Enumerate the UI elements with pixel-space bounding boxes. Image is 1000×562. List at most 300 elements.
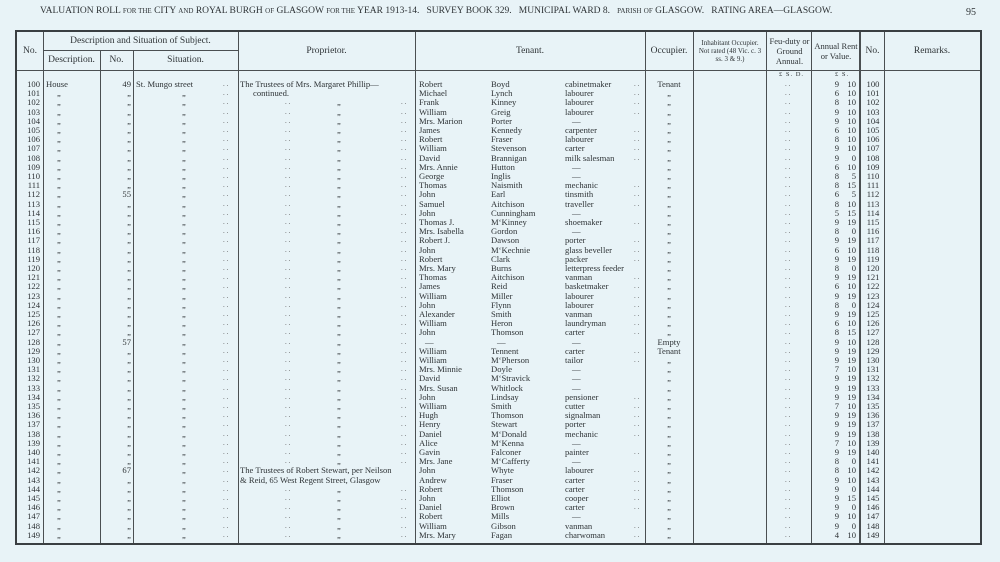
proprietor-leader: . .	[285, 208, 291, 217]
proprietor-ditto: „	[337, 97, 341, 108]
occupation-leader: . .	[634, 402, 640, 410]
title-part: PARISH	[617, 7, 642, 15]
proprietor-leader: . .	[285, 420, 291, 429]
rent-shillings: 19	[847, 272, 856, 283]
proprietor-leader: . .	[401, 144, 407, 153]
tenant-surname: —	[497, 336, 506, 347]
feu-duty-leader: . .	[785, 89, 791, 98]
situation: „	[182, 217, 186, 227]
proprietor proprietor-long: The Trustees of Mrs. Margaret Phillip—	[240, 79, 379, 89]
header-inhabitant-occupier: Inhabitant Occupier. Not rated (48 Vic. c. 3 ss. 3 & 9.)	[698, 39, 762, 63]
feu-duty-leader: . .	[785, 126, 791, 134]
tenant-surname: Stewart	[491, 419, 518, 430]
tenant-first-name: James	[419, 281, 441, 292]
proprietor-ditto: „	[337, 327, 341, 338]
proprietor-leader: . .	[285, 172, 291, 180]
rent-pounds: 4	[834, 529, 839, 540]
tenant-first-name: William	[419, 355, 447, 365]
description: „	[57, 235, 61, 246]
proprietor proprietor-long: The Trustees of Robert Stewart, per Neilson	[240, 465, 392, 476]
proprietor-leader: . .	[285, 107, 291, 116]
entry-number-right: 118	[866, 244, 880, 255]
tenant-occupation: labourer	[565, 106, 594, 117]
feu-duty-leader: . .	[785, 300, 791, 309]
description: „	[57, 364, 61, 375]
rent-pounds: 8	[834, 180, 839, 191]
description: „	[57, 382, 61, 393]
street-number: „	[127, 373, 131, 384]
entry-number: 131	[27, 364, 40, 375]
description: „	[57, 180, 61, 191]
rent-shillings: 19	[847, 373, 856, 384]
entry-number: 104	[27, 115, 40, 126]
entry-number: 134	[27, 391, 40, 402]
proprietor-leader: . .	[401, 374, 407, 383]
description: „	[57, 281, 61, 292]
situation: „	[182, 502, 186, 513]
situation: „	[182, 520, 186, 531]
proprietor-ditto: „	[337, 299, 341, 310]
proprietor-leader: . .	[401, 107, 407, 116]
description: „	[57, 318, 61, 329]
situation-leader: . .	[223, 328, 229, 337]
entry-number-right: 131	[866, 364, 880, 375]
entry-number-right: 135	[866, 401, 880, 411]
proprietor-leader: . .	[285, 512, 291, 521]
entry-number-right: 112	[866, 189, 880, 200]
occupier: „	[667, 456, 671, 467]
proprietor-leader: . .	[401, 457, 407, 466]
rent-pounds: 8	[834, 134, 839, 145]
tenant-occupation: carter	[565, 327, 585, 338]
title-part: CITY	[154, 6, 176, 16]
rent-pounds: 9	[834, 391, 839, 402]
proprietor-leader: . .	[285, 429, 291, 438]
street-number: „	[127, 125, 131, 135]
situation-leader: . .	[223, 126, 229, 134]
situation-leader: . .	[223, 162, 229, 171]
proprietor-ditto: „	[337, 244, 341, 255]
tenant-surname: Fagan	[491, 529, 513, 540]
tenant-first-name: Robert J.	[419, 235, 451, 246]
street-number: „	[127, 299, 131, 310]
entry-number: 133	[27, 382, 40, 393]
feu-duty-leader: . .	[785, 521, 791, 530]
rent-pounds: 9	[834, 511, 839, 522]
entry-number-right: 132	[866, 373, 880, 384]
entry-number: 135	[27, 401, 40, 411]
situation: „	[182, 97, 186, 108]
proprietor-ditto: „	[337, 502, 341, 513]
occupier: „	[667, 281, 671, 292]
entry-number: 137	[27, 419, 40, 430]
situation: „	[182, 272, 186, 283]
occupier: „	[667, 410, 671, 421]
tenant-first-name: William	[419, 345, 447, 356]
tenant-occupation: tinsmith	[565, 189, 594, 200]
tenant-surname: Stevenson	[491, 143, 527, 154]
situation-leader: . .	[223, 448, 229, 456]
tenant-surname: Aitchison	[491, 272, 525, 283]
situation: „	[182, 189, 186, 200]
entry-number: 138	[27, 428, 40, 439]
tenant-first-name: James	[419, 125, 441, 135]
proprietor-leader: . .	[285, 153, 291, 162]
street-number: „	[127, 391, 131, 402]
occupation-leader: . .	[634, 466, 640, 475]
situation: „	[182, 373, 186, 384]
feu-duty-leader: . .	[785, 484, 791, 493]
feu-duty-leader: . .	[785, 153, 791, 162]
rent-shillings: 10	[847, 529, 856, 540]
tenant-occupation: carpenter	[565, 125, 597, 135]
occupier: „	[667, 226, 671, 237]
description: „	[57, 189, 61, 200]
rent-pounds: 9	[834, 235, 839, 246]
tenant-surname: Lindsay	[491, 391, 519, 402]
tenant-surname: Tennent	[491, 345, 519, 356]
situation-leader: . .	[223, 227, 229, 236]
proprietor-leader: . .	[285, 411, 291, 420]
occupation-leader: . .	[634, 429, 640, 438]
situation-leader: . .	[223, 273, 229, 282]
feu-duty-leader: . .	[785, 227, 791, 236]
situation: „	[182, 106, 186, 117]
description: „	[57, 309, 61, 319]
tenant-first-name: Daniel	[419, 428, 442, 439]
proprietor-ditto: „	[337, 152, 341, 163]
rent-shillings: 15	[847, 207, 856, 218]
situation-leader: . .	[223, 190, 229, 199]
proprietor-leader: . .	[285, 190, 291, 199]
situation: „	[182, 345, 186, 356]
entry-number: 105	[27, 125, 40, 135]
entry-number-right: 117	[866, 235, 880, 246]
title-part: OF	[643, 7, 653, 15]
entry-number: 103	[27, 106, 40, 117]
tenant-first-name: Andrew	[419, 474, 447, 485]
situation-leader: . .	[223, 392, 229, 401]
proprietor-leader: . .	[285, 319, 291, 328]
entry-number: 112	[27, 189, 40, 200]
description: „	[57, 529, 61, 540]
occupation-leader: . .	[634, 98, 640, 107]
occupation-leader: . .	[634, 411, 640, 420]
rent-shillings: 15	[847, 493, 856, 503]
tenant-first-name: John	[419, 189, 436, 200]
title-part: ROYAL BURGH	[195, 6, 263, 16]
street-number: „	[127, 419, 131, 430]
situation: „	[182, 355, 186, 365]
situation: „	[182, 299, 186, 310]
description: „	[57, 143, 61, 154]
proprietor-ditto: „	[337, 161, 341, 172]
proprietor-leader: . .	[285, 236, 291, 245]
description: „	[57, 327, 61, 338]
street-number: 55	[122, 189, 131, 200]
proprietor-ditto: „	[337, 115, 341, 126]
tenant-surname: Thomson	[491, 410, 524, 421]
entry-number-right: 122	[866, 281, 880, 292]
proprietor-leader: . .	[285, 337, 291, 346]
tenant-first-name: John	[419, 207, 436, 218]
entry-number-right: 133	[866, 382, 880, 393]
situation-leader: . .	[223, 89, 229, 98]
street-number: 49	[122, 79, 131, 89]
description: „	[57, 106, 61, 117]
rent-pounds: 6	[834, 244, 839, 255]
entry-number-right: 101	[866, 88, 880, 99]
proprietor-leader: . .	[285, 392, 291, 401]
tenant-occupation: carter	[565, 345, 585, 356]
tenant-occupation: —	[572, 511, 581, 522]
occupation-leader: . .	[634, 310, 640, 318]
tenant-occupation: letterpress feeder	[565, 263, 624, 273]
proprietor-leader: . .	[401, 337, 407, 346]
tenant-occupation: cutter	[565, 401, 585, 411]
tenant-surname: Kennedy	[491, 125, 523, 135]
tenant-first-name: Robert	[419, 483, 443, 494]
tenant-surname: Elliot	[491, 493, 511, 503]
street-number: „	[127, 281, 131, 292]
proprietor-ditto: „	[337, 483, 341, 494]
tenant-surname: Greig	[491, 106, 511, 117]
situation: „	[182, 391, 186, 402]
situation-leader: . .	[223, 420, 229, 429]
entry-number: 136	[27, 410, 40, 421]
tenant-occupation: —	[572, 364, 581, 375]
occupier: „	[667, 189, 671, 200]
proprietor-leader: . .	[401, 181, 407, 190]
proprietor-leader: . .	[285, 116, 291, 125]
occupation-leader: . .	[634, 126, 640, 134]
entry-number-right: 142	[866, 465, 880, 476]
feu-duty-leader: . .	[785, 374, 791, 383]
rent-shillings: 19	[847, 447, 856, 457]
tenant-first-name: Thomas	[419, 272, 447, 283]
occupier: „	[667, 355, 671, 365]
entry-number: 114	[27, 207, 40, 218]
tenant-first-name: John	[419, 493, 436, 503]
feu-duty-leader: . .	[785, 135, 791, 144]
feu-duty-leader: . .	[785, 365, 791, 374]
rent-shillings: 10	[847, 474, 856, 485]
proprietor-leader: . .	[401, 291, 407, 300]
proprietor-leader: . .	[401, 383, 407, 392]
situation-leader: . .	[223, 254, 229, 263]
tenant-occupation: —	[572, 382, 581, 393]
rent-pounds: 9	[834, 309, 839, 319]
street-number: „	[127, 428, 131, 439]
header-occupier: Occupier.	[650, 45, 688, 56]
rent-shillings: 10	[847, 161, 856, 172]
feu-duty-leader: . .	[785, 457, 791, 466]
entry-number-right: 111	[866, 180, 880, 191]
situation: „	[182, 511, 186, 522]
feu-duty-leader: . .	[785, 236, 791, 245]
proprietor-leader: . .	[285, 530, 291, 539]
entry-number-right: 113	[866, 198, 880, 209]
situation-leader: . .	[223, 135, 229, 144]
entry-number: 130	[27, 355, 40, 365]
rent-shillings: 15	[847, 180, 856, 191]
occupation-leader: . .	[634, 530, 640, 539]
feu-duty-leader: . .	[785, 254, 791, 263]
tenant-first-name: Mrs. Mary	[419, 529, 456, 540]
proprietor-ditto: „	[337, 263, 341, 273]
entry-number: 129	[27, 345, 40, 356]
proprietor-leader: . .	[285, 310, 291, 318]
entry-number-right: 136	[866, 410, 880, 421]
rent-pounds: 9	[834, 272, 839, 283]
situation: „	[182, 327, 186, 338]
tenant-first-name: Gavin	[419, 447, 441, 457]
rent-shillings: 0	[851, 456, 856, 467]
situation-leader: . .	[223, 153, 229, 162]
street-number: „	[127, 502, 131, 513]
tenant-occupation: pensioner	[565, 391, 599, 402]
rent-shillings: 10	[847, 79, 856, 89]
rent-pounds: 9	[834, 428, 839, 439]
street-number: „	[127, 226, 131, 237]
tenant-occupation: labourer	[565, 134, 594, 145]
situation: „	[182, 161, 186, 172]
occupation-leader: . .	[634, 80, 640, 88]
proprietor-ditto: „	[337, 281, 341, 292]
rent-shillings: 19	[847, 382, 856, 393]
tenant-first-name: Thomas J.	[419, 217, 455, 227]
tenant-surname: Porter	[491, 115, 513, 126]
rent-pounds: 8	[834, 171, 839, 181]
tenant-occupation: —	[572, 373, 581, 384]
entry-number-right: 103	[866, 106, 880, 117]
title-part: VALUATION ROLL	[40, 6, 121, 16]
occupier: „	[667, 511, 671, 522]
occupation-leader: . .	[634, 291, 640, 300]
tenant-occupation: labourer	[565, 290, 594, 301]
rent-shillings: 19	[847, 419, 856, 430]
rent-shillings: 0	[851, 226, 856, 237]
situation: „	[182, 382, 186, 393]
description: „	[57, 447, 61, 457]
entry-number: 143	[27, 474, 40, 485]
proprietor-leader: . .	[401, 438, 407, 447]
street-number: „	[127, 364, 131, 375]
description: „	[57, 520, 61, 531]
proprietor-leader: . .	[401, 126, 407, 134]
tenant-surname: Cunningham	[491, 207, 536, 218]
rent-shillings: 10	[847, 97, 856, 108]
proprietor-leader: . .	[285, 264, 291, 272]
tenant-first-name: Alice	[419, 437, 438, 448]
title-part: MUNICIPAL WARD 8.	[518, 6, 611, 16]
entry-number-right: 144	[866, 483, 880, 494]
tenant-surname: Hutton	[491, 161, 515, 172]
proprietor-ditto: „	[337, 180, 341, 191]
rent-pounds: 8	[834, 299, 839, 310]
page-number: 95	[966, 7, 976, 18]
description: „	[57, 465, 61, 476]
tenant-surname: Earl	[491, 189, 506, 200]
rent-shillings: 19	[847, 290, 856, 301]
tenant-surname: Gordon	[491, 226, 518, 237]
proprietor-leader: . .	[401, 273, 407, 282]
tenant-first-name: William	[419, 318, 447, 329]
entry-number-right: 108	[866, 152, 880, 163]
rent-pounds: 7	[834, 401, 839, 411]
tenant-surname: Thomson	[491, 483, 524, 494]
rent-shillings: 10	[847, 244, 856, 255]
proprietor-leader: . .	[285, 135, 291, 144]
entry-number: 144	[27, 483, 40, 494]
tenant-surname: M‘Kenna	[491, 437, 524, 448]
description: „	[57, 401, 61, 411]
entry-number: 118	[27, 244, 40, 255]
entry-number: 108	[27, 152, 40, 163]
proprietor-leader: . .	[285, 227, 291, 236]
occupation-leader: . .	[634, 346, 640, 355]
rent-pounds: 9	[834, 483, 839, 494]
situation: „	[182, 281, 186, 292]
entry-number: 149	[27, 529, 40, 540]
tenant-first-name: Hugh	[419, 410, 439, 421]
street-number: „	[127, 456, 131, 467]
situation: „	[182, 364, 186, 375]
proprietor-leader: . .	[285, 254, 291, 263]
entry-number-right: 125	[866, 309, 880, 319]
proprietor-ditto: „	[337, 336, 341, 347]
situation: „	[182, 88, 186, 99]
street-number: „	[127, 493, 131, 503]
entry-number-right: 148	[866, 520, 880, 531]
proprietor-leader: . .	[401, 503, 407, 512]
tenant-surname: Mills	[491, 511, 510, 522]
feu-duty-leader: . .	[785, 356, 791, 364]
tenant-first-name: Frank	[419, 97, 440, 108]
feu-duty-leader: . .	[785, 530, 791, 539]
entry-number-right: 141	[866, 456, 880, 467]
feu-duty-leader: . .	[785, 310, 791, 318]
street-number: „	[127, 401, 131, 411]
tenant-surname: Aitchison	[491, 198, 525, 209]
description: „	[57, 161, 61, 172]
entry-number-right: 145	[866, 493, 880, 503]
situation: „	[182, 244, 186, 255]
occupier: „	[667, 373, 671, 384]
tenant-occupation: labourer	[565, 88, 594, 99]
situation-leader: . .	[223, 236, 229, 245]
entry-number-right: 127	[866, 327, 880, 338]
title-part: GLASGOW	[276, 6, 324, 16]
proprietor-leader: . .	[401, 264, 407, 272]
description: „	[57, 345, 61, 356]
header-proprietor: Proprietor.	[306, 45, 347, 56]
header-situation: Situation.	[167, 54, 204, 65]
rent-shillings: 10	[847, 318, 856, 329]
rent-pounds: 6	[834, 88, 839, 99]
rent-shillings: 0	[851, 299, 856, 310]
tenant-first-name: Michael	[419, 88, 448, 99]
situation-leader: . .	[223, 411, 229, 420]
rent-pounds: 7	[834, 364, 839, 375]
situation: „	[182, 171, 186, 181]
tenant-surname: Fraser	[491, 474, 513, 485]
entry-number-right: 123	[866, 290, 880, 301]
street-number: „	[127, 97, 131, 108]
street-number: „	[127, 217, 131, 227]
title-part: SURVEY BOOK 329.	[426, 6, 512, 16]
feu-duty-leader: . .	[785, 144, 791, 153]
